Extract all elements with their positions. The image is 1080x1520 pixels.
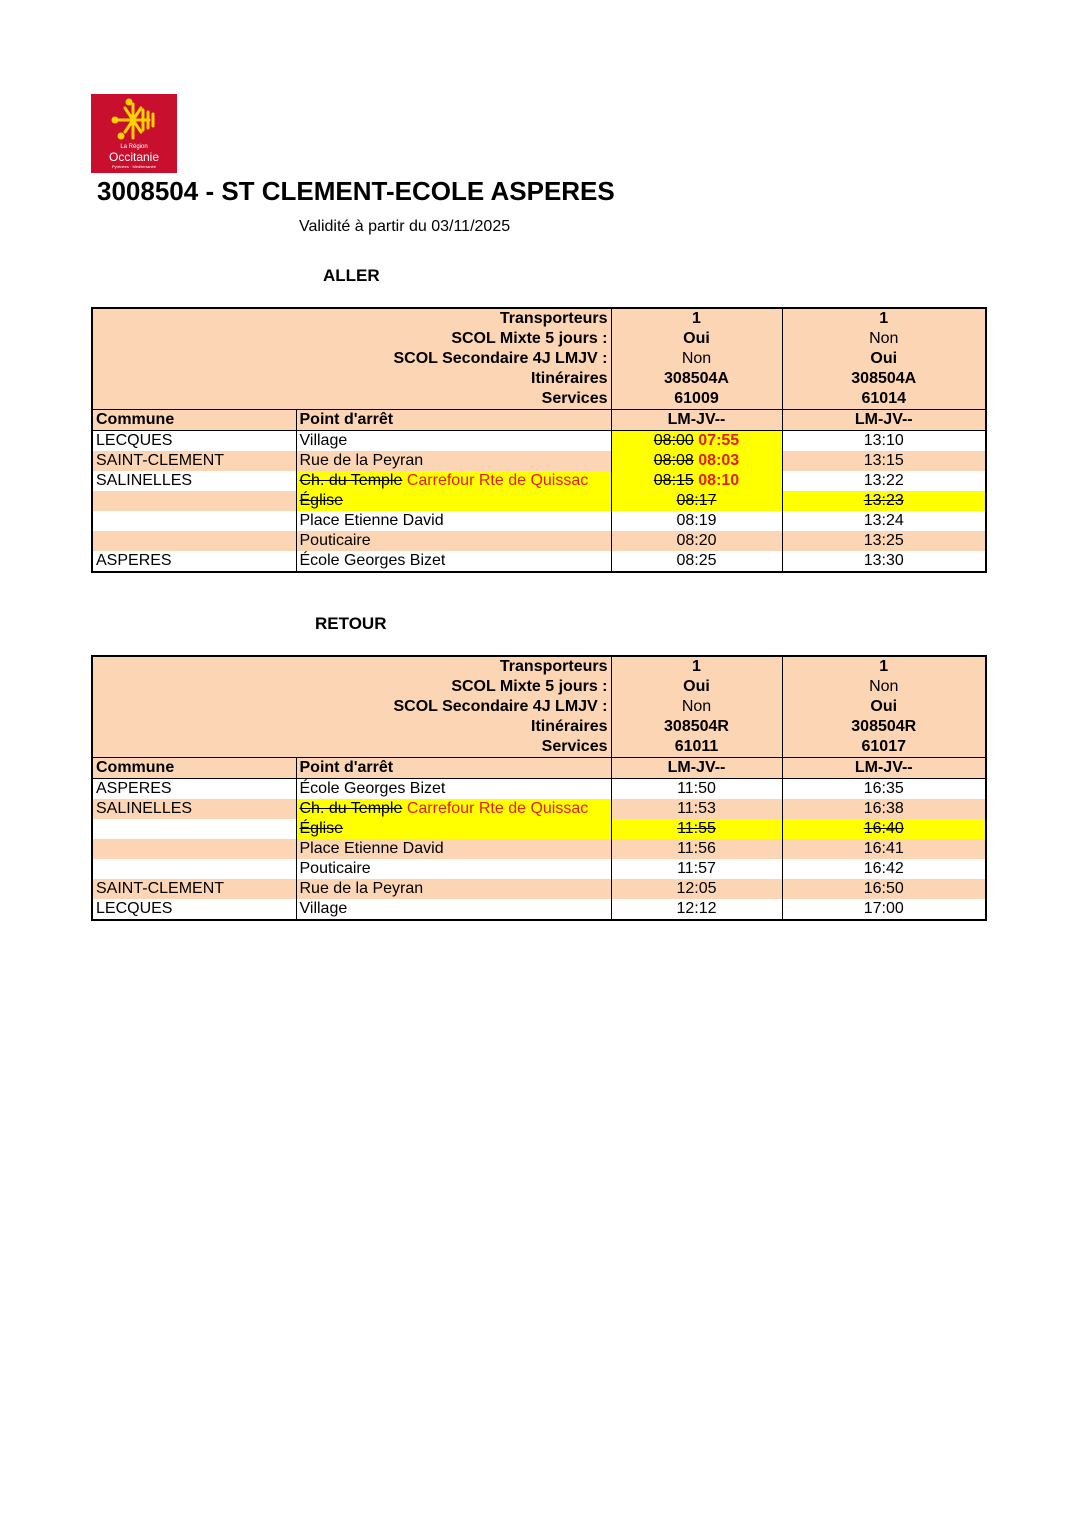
time-cell-a [611, 451, 782, 471]
time-cell-b: 13:25 [782, 531, 986, 551]
aller-timetable [91, 307, 987, 573]
retour-a-itineraire: 308504R [611, 717, 782, 737]
new-stop: Carrefour Rte de Quissac [406, 472, 589, 489]
column-header-point-arret: Point d'arrêt [296, 410, 611, 431]
time-cell-a: 11:53 [611, 799, 782, 819]
header-label-scol-secondaire: SCOL Secondaire 4J LMJV : [92, 349, 611, 369]
time-cell-a [611, 471, 782, 491]
table-row [92, 431, 986, 452]
validity-date: Validité à partir du 03/11/2025 [299, 218, 511, 235]
stop-cell: Rue de la Peyran [296, 451, 611, 471]
header-label-services: Services [92, 737, 611, 758]
commune-cell [92, 531, 296, 551]
old-stop: Ch. du Temple [299, 800, 403, 817]
stop-cell: Église [296, 819, 611, 839]
stop-cell: Rue de la Peyran [296, 879, 611, 899]
column-header-days-b: LM-JV-- [782, 758, 986, 779]
retour-a-scol-secondaire: Non [611, 697, 782, 717]
table-row [92, 859, 986, 879]
commune-cell [92, 839, 296, 859]
region-occitanie-logo [91, 94, 177, 173]
column-header-days-a: LM-JV-- [611, 758, 782, 779]
time-cell-b: 16:38 [782, 799, 986, 819]
time-cell-b: 16:50 [782, 879, 986, 899]
header-label-transporteurs: Transporteurs [92, 308, 611, 329]
time-cell-b: 16:41 [782, 839, 986, 859]
stop-cell: Pouticaire [296, 531, 611, 551]
table-row [92, 511, 986, 531]
time-cell-a [611, 431, 782, 452]
table-row [92, 819, 986, 839]
table-row [92, 471, 986, 491]
header-label-scol-secondaire: SCOL Secondaire 4J LMJV : [92, 697, 611, 717]
retour-b-scol-secondaire: Oui [782, 697, 986, 717]
time-cell-b: 17:00 [782, 899, 986, 920]
aller-b-scol-mixte: Non [782, 329, 986, 349]
stop-cell: Pouticaire [296, 859, 611, 879]
time-cell-a: 08:25 [611, 551, 782, 572]
time-cell-b: 13:30 [782, 551, 986, 572]
aller-b-itineraire: 308504A [782, 369, 986, 389]
column-header-commune: Commune [92, 410, 296, 431]
aller-a-scol-secondaire: Non [611, 349, 782, 369]
table-row [92, 839, 986, 859]
retour-b-scol-mixte: Non [782, 677, 986, 697]
time-cell-a: 08:17 [611, 491, 782, 511]
time-cell-b: 13:24 [782, 511, 986, 531]
time-cell-a: 12:12 [611, 899, 782, 920]
table-row [92, 879, 986, 899]
old-stop: Ch. du Temple [299, 472, 403, 489]
aller-b-scol-secondaire: Oui [782, 349, 986, 369]
time-cell-b: 16:40 [782, 819, 986, 839]
old-time: 08:00 [653, 432, 694, 449]
commune-cell: SAINT-CLEMENT [92, 879, 296, 899]
header-label-scol-mixte: SCOL Mixte 5 jours : [92, 329, 611, 349]
stop-cell: Village [296, 899, 611, 920]
page-title: 3008504 - ST CLEMENT-ECOLE ASPERES [97, 176, 615, 206]
stop-cell [296, 471, 611, 491]
table-row [92, 551, 986, 572]
time-cell-a: 08:20 [611, 531, 782, 551]
retour-timetable [91, 655, 987, 921]
aller-a-itineraire: 308504A [611, 369, 782, 389]
commune-cell [92, 491, 296, 511]
commune-cell: ASPERES [92, 551, 296, 572]
time-cell-b: 13:15 [782, 451, 986, 471]
header-label-transporteurs: Transporteurs [92, 656, 611, 677]
stop-cell: Place Etienne David [296, 839, 611, 859]
table-row [92, 451, 986, 471]
new-time: 08:03 [698, 452, 740, 469]
retour-section-title: RETOUR [315, 614, 387, 633]
time-cell-a: 11:50 [611, 779, 782, 800]
time-cell-a: 12:05 [611, 879, 782, 899]
logo-text-occitanie: Occitanie [108, 150, 160, 164]
new-time: 08:10 [698, 472, 740, 489]
aller-a-transporteur: 1 [611, 308, 782, 329]
header-label-itineraires: Itinéraires [92, 369, 611, 389]
retour-a-transporteur: 1 [611, 656, 782, 677]
commune-cell: LECQUES [92, 431, 296, 452]
stop-cell: Église [296, 491, 611, 511]
column-header-days-b: LM-JV-- [782, 410, 986, 431]
new-stop: Carrefour Rte de Quissac [406, 800, 589, 817]
retour-b-itineraire: 308504R [782, 717, 986, 737]
time-cell-b: 13:23 [782, 491, 986, 511]
aller-section-title: ALLER [323, 266, 380, 285]
retour-a-scol-mixte: Oui [611, 677, 782, 697]
old-time: 08:08 [653, 452, 694, 469]
time-cell-a: 08:19 [611, 511, 782, 531]
header-label-services: Services [92, 389, 611, 410]
header-label-scol-mixte: SCOL Mixte 5 jours : [92, 677, 611, 697]
commune-cell [92, 511, 296, 531]
commune-cell: LECQUES [92, 899, 296, 920]
stop-cell: École Georges Bizet [296, 551, 611, 572]
commune-cell: SAINT-CLEMENT [92, 451, 296, 471]
table-row [92, 799, 986, 819]
time-cell-b: 13:22 [782, 471, 986, 491]
stop-cell [296, 799, 611, 819]
aller-b-service: 61014 [782, 389, 986, 410]
column-header-commune: Commune [92, 758, 296, 779]
retour-b-service: 61017 [782, 737, 986, 758]
column-header-point-arret: Point d'arrêt [296, 758, 611, 779]
table-row [92, 779, 986, 800]
new-time: 07:55 [698, 432, 740, 449]
commune-cell: SALINELLES [92, 799, 296, 819]
logo-text-subtitle: Pyrénées · Méditerranée [111, 164, 157, 169]
occitan-cross-icon [103, 98, 165, 144]
table-row [92, 491, 986, 511]
commune-cell: ASPERES [92, 779, 296, 800]
retour-b-transporteur: 1 [782, 656, 986, 677]
old-time: 08:15 [653, 472, 694, 489]
time-cell-a: 11:55 [611, 819, 782, 839]
column-header-days-a: LM-JV-- [611, 410, 782, 431]
logo-text-la-region: La Région [120, 144, 148, 150]
stop-cell: Place Etienne David [296, 511, 611, 531]
aller-a-scol-mixte: Oui [611, 329, 782, 349]
time-cell-a: 11:57 [611, 859, 782, 879]
time-cell-b: 16:35 [782, 779, 986, 800]
time-cell-a: 11:56 [611, 839, 782, 859]
table-row [92, 531, 986, 551]
aller-a-service: 61009 [611, 389, 782, 410]
commune-cell [92, 819, 296, 839]
header-label-itineraires: Itinéraires [92, 717, 611, 737]
stop-cell: Village [296, 431, 611, 452]
time-cell-b: 13:10 [782, 431, 986, 452]
commune-cell [92, 859, 296, 879]
stop-cell: École Georges Bizet [296, 779, 611, 800]
retour-a-service: 61011 [611, 737, 782, 758]
commune-cell: SALINELLES [92, 471, 296, 491]
time-cell-b: 16:42 [782, 859, 986, 879]
aller-b-transporteur: 1 [782, 308, 986, 329]
table-row [92, 899, 986, 920]
